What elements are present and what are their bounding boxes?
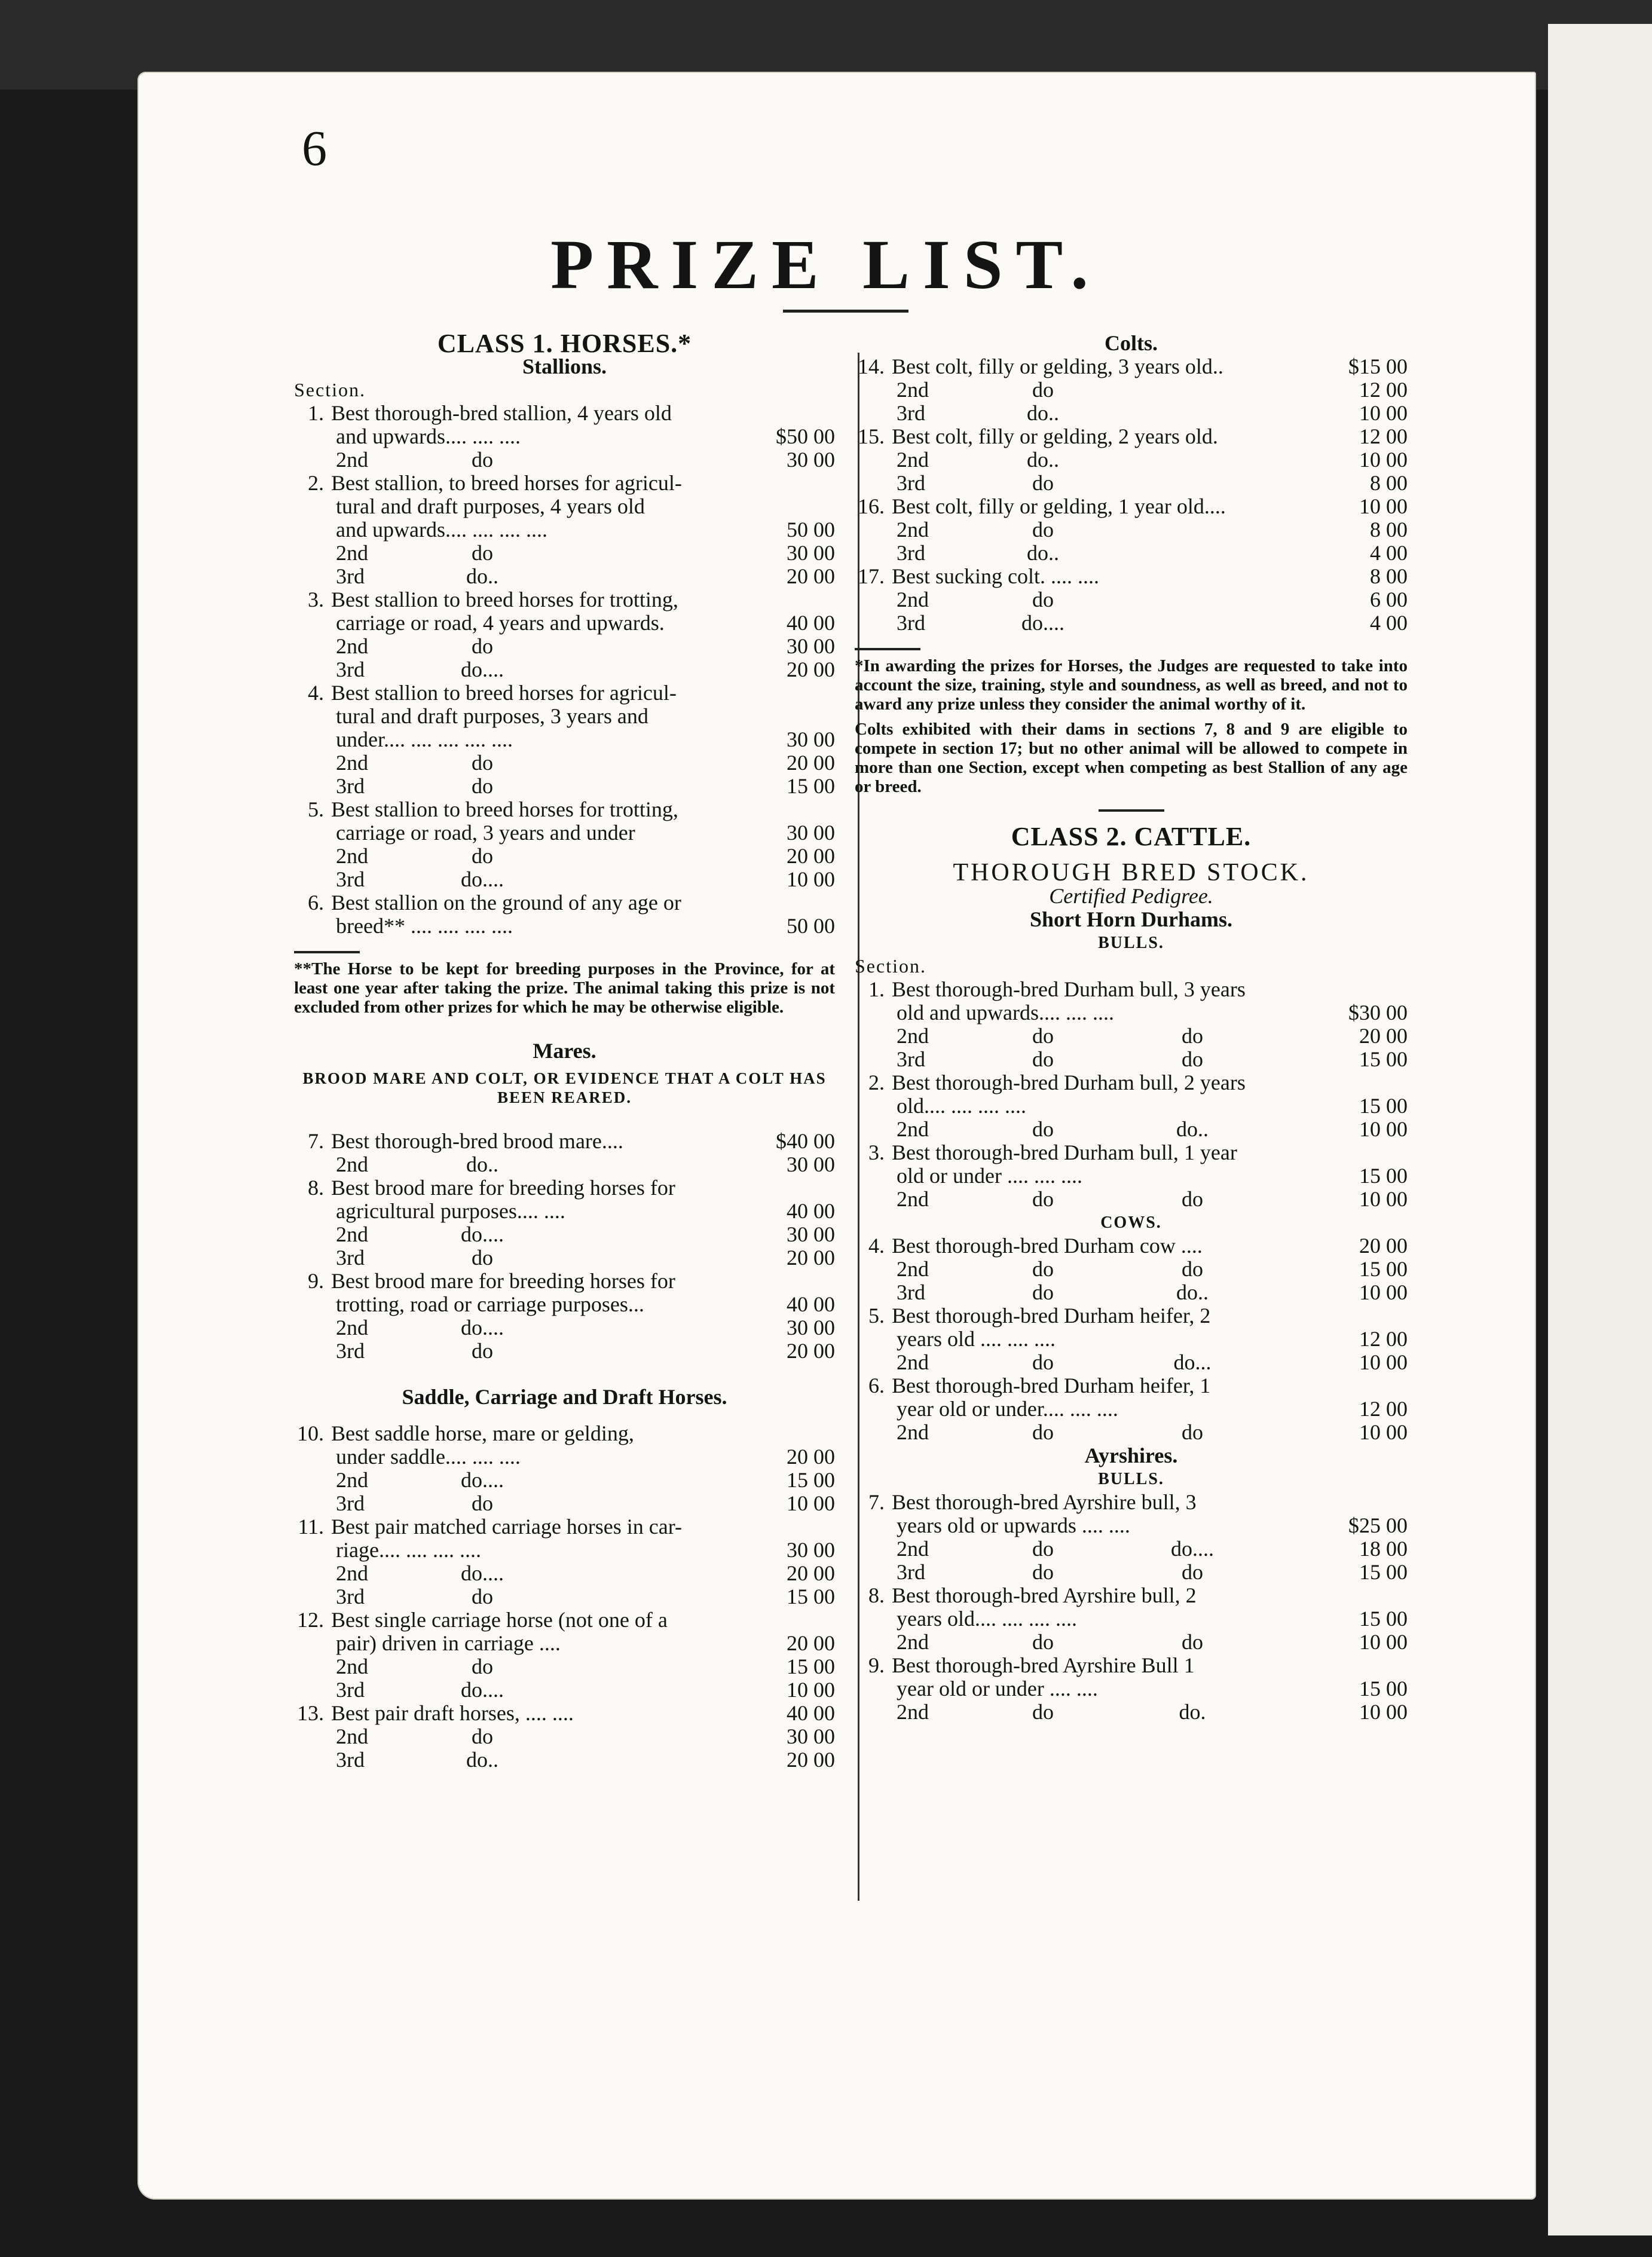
list-item: agricultural purposes.... .... 40 00	[336, 1199, 835, 1223]
list-item: 6. Best thorough-bred Durham heifer, 1	[868, 1374, 1211, 1397]
list-item: 3rd do.... 4 00	[897, 611, 1408, 635]
list-item: 2nd do 30 00	[336, 541, 835, 565]
list-item: 3rd do 8 00	[897, 471, 1408, 495]
colts-footnote: Colts exhibited with their dams in sections 7, 8 and 9 are eligible to compete in section 17; but no other animal will be allowed to compete in more than one Section, except when competing as best Stallion of any age or breed.	[855, 720, 1408, 796]
list-item: 6. Best stallion on the ground of any age or	[308, 891, 681, 915]
list-item: old and upwards.... .... .... $30 00	[897, 1001, 1408, 1024]
list-item: 2nd do 15 00	[336, 1654, 835, 1678]
list-item: 12. Best single carriage horse (not one of a	[297, 1608, 668, 1632]
stallion-footnote: **The Horse to be kept for breeding purposes in the Province, for at least one year after taking the prize. The animal taking this prize is not excluded from other prizes for which he may be otherwise eligible.	[294, 959, 835, 1017]
brood-mare-subheading: BROOD MARE AND COLT, OR EVIDENCE THAT A COLT HAS BEEN REARED.	[302, 1069, 827, 1106]
list-item: breed** .... .... .... .... 50 00	[336, 914, 835, 938]
list-item: 2nd do 6 00	[897, 588, 1408, 611]
list-item: 3rd do 15 00	[336, 1585, 835, 1608]
list-item: old.... .... .... .... 15 00	[897, 1094, 1408, 1118]
class2-heading: CLASS 2. CATTLE.	[1011, 822, 1252, 851]
list-item: 11. Best pair matched carriage horses in car-	[298, 1515, 683, 1539]
class1-heading: CLASS 1. HORSES.*	[437, 329, 692, 358]
colts-heading: Colts.	[1105, 331, 1158, 355]
list-item: 3rd do.... 10 00	[336, 867, 835, 891]
list-item: 8. Best thorough-bred Ayrshire bull, 2	[868, 1583, 1197, 1607]
list-item: 2nd do 12 00	[897, 378, 1408, 402]
list-item: 2nd do.. 10 00	[897, 448, 1408, 472]
list-item: 2nd do do 15 00	[897, 1257, 1408, 1281]
list-item: 3rd do 20 00	[336, 1246, 835, 1270]
list-item: 9. Best brood mare for breeding horses for	[308, 1269, 675, 1293]
list-item: tural and draft purposes, 4 years old	[336, 495, 645, 518]
saddle-heading: Saddle, Carriage and Draft Horses.	[402, 1385, 727, 1409]
list-item: carriage or road, 4 years and upwards. 40 00	[336, 611, 835, 635]
bulls-heading: BULLS.	[1098, 934, 1164, 952]
page-title: PRIZE LIST.	[550, 225, 1102, 304]
left-column	[294, 329, 835, 1772]
list-item: year old or under .... .... 15 00	[897, 1677, 1408, 1701]
ayrshire-heading: Ayrshires.	[1084, 1443, 1178, 1467]
list-item: 2nd do 20 00	[336, 844, 835, 868]
list-item: 10. Best saddle horse, mare or gelding,	[297, 1421, 634, 1445]
list-item: 2nd do.... 15 00	[336, 1468, 835, 1492]
list-item: 3rd do.. 4 00	[897, 541, 1408, 565]
list-item: 2nd do.... 30 00	[336, 1222, 835, 1246]
list-item: 4. Best stallion to breed horses for agricul-	[308, 681, 677, 705]
section-label: Section.	[855, 955, 926, 977]
shorthorn-heading: Short Horn Durhams.	[1029, 907, 1233, 931]
list-item: 2nd do do... 10 00	[897, 1350, 1408, 1374]
list-item: under saddle.... .... .... 20 00	[336, 1445, 835, 1469]
list-item: 7. Best thorough-bred Ayrshire bull, 3	[868, 1490, 1197, 1514]
cows-heading: COWS.	[1100, 1213, 1162, 1232]
list-item: 8. Best brood mare for breeding horses for	[308, 1176, 675, 1200]
list-item: 16. Best colt, filly or gelding, 1 year old.... 10 00	[858, 494, 1408, 518]
list-item: 2nd do do.... 18 00	[897, 1537, 1408, 1561]
list-item: 3rd do.... 20 00	[336, 657, 835, 681]
judges-footnote: *In awarding the prizes for Horses, the Judges are requested to take into account the size, training, style and soundness, as well as breed, and not to award any prize unless they consider the animal worthy of it.	[855, 656, 1408, 714]
list-item: 2nd do 30 00	[336, 634, 835, 658]
list-item: 3rd do do.. 10 00	[897, 1280, 1408, 1304]
list-item: tural and draft purposes, 3 years and	[336, 705, 648, 728]
right-column	[855, 332, 1408, 1724]
list-item: trotting, road or carriage purposes... 40 00	[336, 1292, 835, 1316]
list-item: 2nd do 8 00	[897, 518, 1408, 542]
list-item: and upwards.... .... .... $50 00	[336, 424, 835, 448]
list-item: carriage or road, 3 years and under 30 00	[336, 821, 835, 845]
list-item: 2nd do do 10 00	[897, 1420, 1408, 1444]
list-item: 3rd do.. 10 00	[897, 401, 1408, 425]
list-item: 2nd do do. 10 00	[897, 1700, 1408, 1724]
list-item: years old or upwards .... .... $25 00	[897, 1513, 1408, 1537]
list-item: 3rd do.. 20 00	[336, 564, 835, 588]
list-item: 3. Best stallion to breed horses for trotting,	[308, 588, 678, 611]
list-item: 2nd do.... 20 00	[336, 1561, 835, 1585]
list-item: 2nd do.. 30 00	[336, 1152, 835, 1176]
list-item: 17. Best sucking colt. .... .... 8 00	[858, 564, 1408, 588]
list-item: 1. Best thorough-bred stallion, 4 years old	[308, 401, 672, 425]
list-item: 2nd do do.. 10 00	[897, 1117, 1408, 1141]
list-item: 7. Best thorough-bred brood mare.... $40 00	[308, 1129, 835, 1153]
list-item: 13. Best pair draft horses, .... .... 40 00	[297, 1701, 835, 1725]
list-item: years old.... .... .... .... 15 00	[897, 1607, 1408, 1631]
list-item: 2. Best stallion, to breed horses for agricul-	[308, 471, 682, 495]
stallions-heading: Stallions.	[522, 354, 607, 378]
list-item: 3rd do 20 00	[336, 1339, 835, 1363]
thorough-bred-heading: THOROUGH BRED STOCK.	[953, 859, 1310, 886]
list-item: 5. Best stallion to breed horses for trotting,	[308, 797, 678, 821]
list-item: 3rd do 10 00	[336, 1491, 835, 1515]
ayrshire-bulls-heading: BULLS.	[1098, 1470, 1164, 1488]
list-item: pair) driven in carriage .... 20 00	[336, 1631, 835, 1655]
list-item: 5. Best thorough-bred Durham heifer, 2	[868, 1304, 1211, 1328]
list-item: 3rd do.... 10 00	[336, 1678, 835, 1702]
list-item: 2nd do do 20 00	[897, 1024, 1408, 1048]
list-item: year old or under.... .... .... 12 00	[897, 1397, 1408, 1421]
page-number: 6	[302, 121, 327, 176]
list-item: old or under .... .... .... 15 00	[897, 1164, 1408, 1188]
list-item: 2nd do.... 30 00	[336, 1316, 835, 1339]
list-item: 4. Best thorough-bred Durham cow .... 20 00	[868, 1234, 1408, 1258]
list-item: 2nd do 30 00	[336, 448, 835, 472]
certified-pedigree: Certified Pedigree.	[1049, 884, 1213, 908]
list-item: 3rd do do 15 00	[897, 1047, 1408, 1071]
section-label: Section.	[294, 379, 366, 400]
title-rule	[783, 310, 908, 313]
list-item: 3rd do 15 00	[336, 774, 835, 798]
list-item: under.... .... .... .... .... 30 00	[336, 727, 835, 751]
list-item: 2nd do 30 00	[336, 1724, 835, 1748]
list-item: 3rd do.. 20 00	[336, 1748, 835, 1772]
mares-heading: Mares.	[533, 1039, 596, 1063]
list-item: 9. Best thorough-bred Ayrshire Bull 1	[868, 1653, 1195, 1677]
list-item: and upwards.... .... .... .... 50 00	[336, 518, 835, 542]
list-item: 1. Best thorough-bred Durham bull, 3 years	[868, 977, 1246, 1001]
list-item: 3rd do do 15 00	[897, 1560, 1408, 1584]
list-item: 2nd do do 10 00	[897, 1187, 1408, 1211]
list-item: years old .... .... .... 12 00	[897, 1327, 1408, 1351]
list-item: 2nd do 20 00	[336, 751, 835, 775]
list-item: 2nd do do 10 00	[897, 1630, 1408, 1654]
list-item: 2. Best thorough-bred Durham bull, 2 years	[868, 1071, 1246, 1094]
list-item: riage.... .... .... .... 30 00	[336, 1538, 835, 1562]
list-item: 3. Best thorough-bred Durham bull, 1 year	[868, 1140, 1237, 1164]
list-item: 15. Best colt, filly or gelding, 2 years old. 12 00	[858, 424, 1408, 448]
list-item: 14. Best colt, filly or gelding, 3 years old.. $15 00	[858, 354, 1408, 378]
facing-page-edge	[1548, 24, 1652, 2235]
